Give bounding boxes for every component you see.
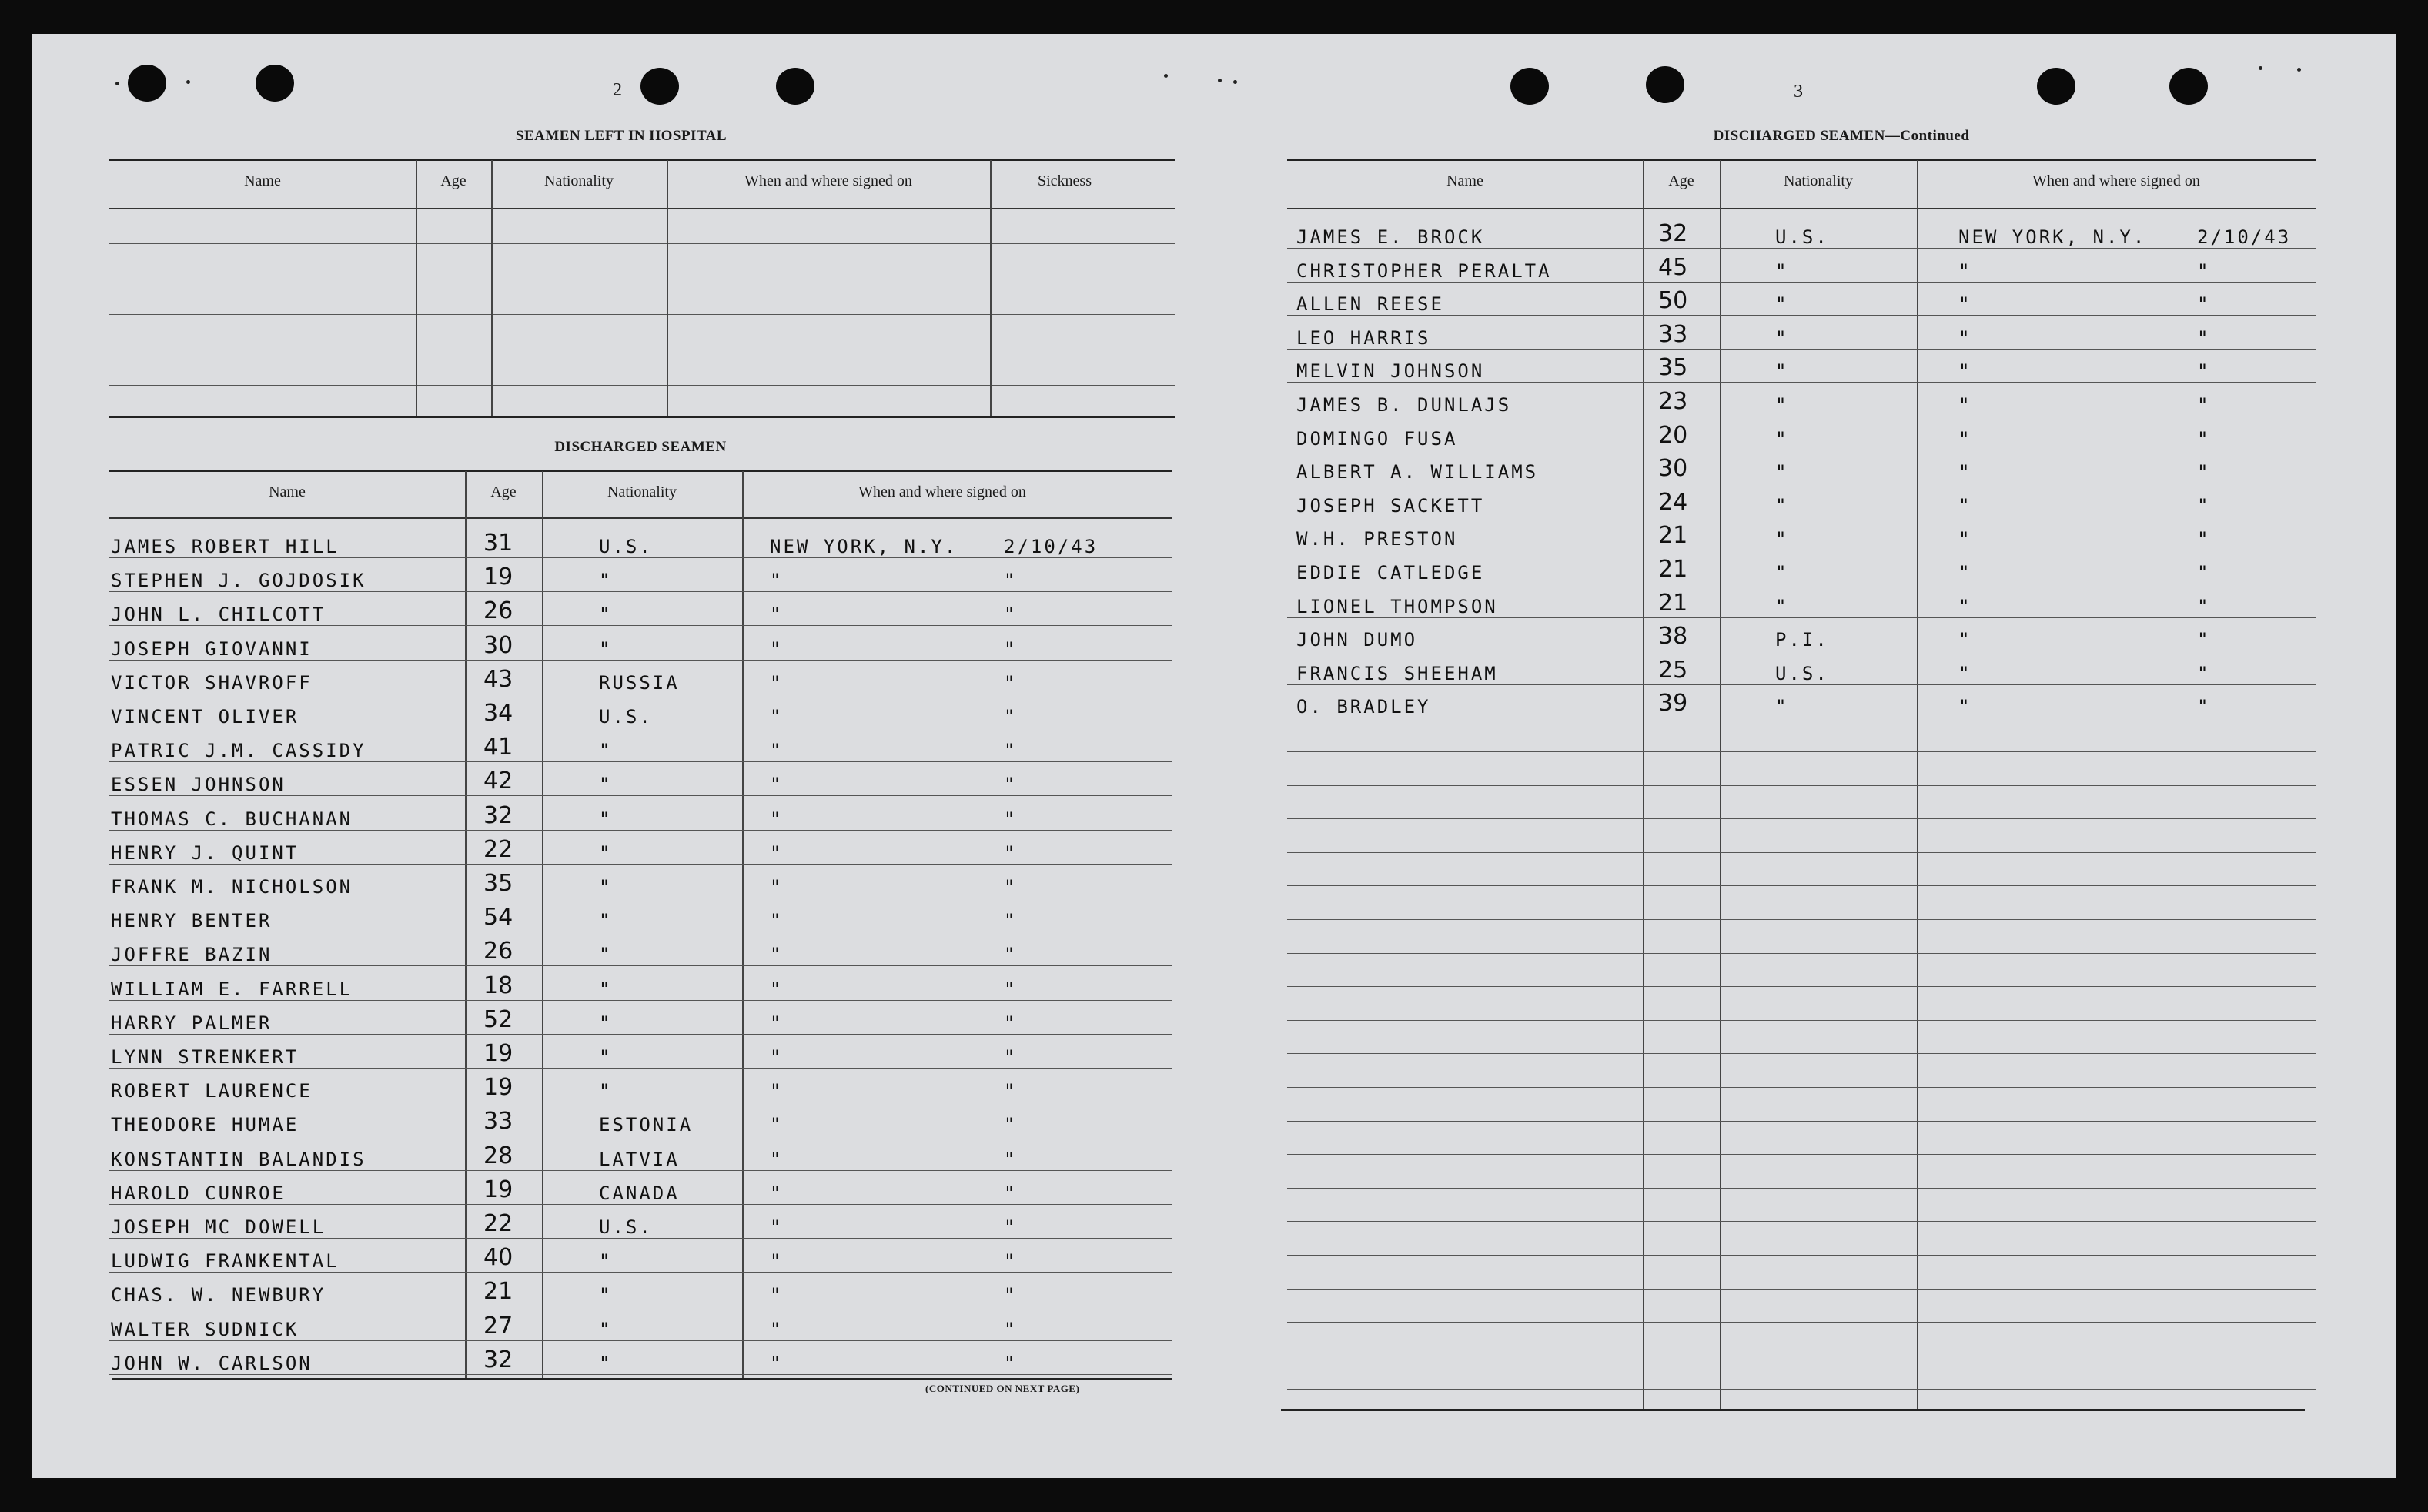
cell-signed-on-date: " (2197, 360, 2211, 383)
row-line (1287, 818, 2316, 819)
cell-signed-on-date: " (2197, 662, 2211, 684)
discharged-top-rule (109, 470, 1172, 472)
cell-nationality: " (599, 637, 613, 660)
cell-signed-on-place: " (770, 841, 784, 864)
cell-nationality: " (599, 1046, 613, 1068)
cell-nationality: " (599, 774, 613, 796)
cell-signed-on-date: " (1004, 1114, 1018, 1136)
cell-nationality: U.S. (599, 706, 653, 728)
row-line (109, 1340, 1172, 1341)
cell-signed-on-date: " (1004, 1012, 1018, 1034)
cell-signed-on-date: " (1004, 671, 1018, 694)
cell-nationality: U.S. (599, 1216, 653, 1238)
cell-signed-on-place: " (770, 910, 784, 932)
cell-signed-on-date: " (1004, 1080, 1018, 1102)
cell-name: DOMINGO FUSA (1296, 427, 1458, 450)
cell-nationality: " (599, 1012, 613, 1034)
cell-signed-on-date: " (1004, 604, 1018, 626)
cell-age: 33 (483, 1108, 513, 1136)
cell-signed-on-place: " (770, 1114, 784, 1136)
cell-name: THOMAS C. BUCHANAN (111, 808, 353, 830)
cell-nationality: U.S. (599, 536, 653, 557)
cell-nationality: RUSSIA (599, 671, 680, 694)
hospital-section-title: SEAMEN LEFT IN HOSPITAL (515, 128, 727, 144)
cell-signed-on-date: " (2197, 562, 2211, 584)
cell-nationality: " (1775, 461, 1789, 483)
cell-signed-on-date: " (1004, 1216, 1018, 1238)
cell-age: 27 (483, 1312, 513, 1340)
cell-age: 32 (483, 1346, 513, 1373)
cell-signed-on-date: " (1004, 1250, 1018, 1273)
row-line (1287, 1053, 2316, 1054)
cell-age: 22 (483, 835, 513, 863)
cell-age: 45 (1658, 253, 1688, 281)
cell-name: JOHN L. CHILCOTT (111, 604, 326, 626)
cell-nationality: " (1775, 259, 1789, 282)
cell-signed-on-date: 2/10/43 (2197, 226, 2292, 248)
discharged-cont-bottom-rule (1281, 1409, 2305, 1411)
cell-age: 38 (1658, 623, 1688, 651)
cell-name: CHRISTOPHER PERALTA (1296, 259, 1552, 282)
cell-age: 26 (483, 597, 513, 625)
cell-signed-on-date: " (2197, 293, 2211, 316)
cell-age: 21 (1658, 522, 1688, 550)
hospital-col-divider (491, 160, 493, 416)
cell-signed-on-place: " (1958, 562, 1972, 584)
cell-signed-on-date: " (2197, 595, 2211, 617)
cell-age: 32 (483, 801, 513, 829)
row-line (1287, 1255, 2316, 1256)
cell-age: 42 (483, 768, 513, 795)
cell-age: 26 (483, 938, 513, 965)
cell-signed-on-date: " (2197, 394, 2211, 416)
cell-nationality: " (599, 1080, 613, 1102)
cell-signed-on-date: " (2197, 461, 2211, 483)
cell-signed-on-place: " (770, 1216, 784, 1238)
cell-name: MELVIN JOHNSON (1296, 360, 1485, 383)
cell-signed-on-place: " (770, 604, 784, 626)
cell-nationality: " (599, 1250, 613, 1273)
speck (1233, 80, 1237, 84)
row-line (1287, 1020, 2316, 1021)
punch-hole (776, 68, 814, 105)
row-line (109, 1374, 1172, 1375)
discharged-col-divider (542, 471, 543, 1380)
cell-signed-on-date: " (1004, 1182, 1018, 1204)
cell-nationality: " (599, 944, 613, 966)
cell-signed-on-place: " (1958, 662, 1972, 684)
cell-age: 21 (1658, 589, 1688, 617)
cell-age: 25 (1658, 656, 1688, 684)
continued-note: (CONTINUED ON NEXT PAGE) (925, 1383, 1080, 1394)
row-line (109, 625, 1172, 626)
row-line (109, 830, 1172, 831)
cell-signed-on-date: " (1004, 740, 1018, 762)
discharged-cont-section-title: DISCHARGED SEAMEN—Continued (1713, 128, 1970, 144)
cell-name: HENRY BENTER (111, 910, 273, 932)
row-line (1287, 919, 2316, 920)
cell-age: 18 (483, 972, 513, 999)
row-line (1287, 1289, 2316, 1290)
hospital-top-rule (109, 159, 1175, 161)
cell-name: WILLIAM E. FARRELL (111, 978, 353, 1000)
row-line (1287, 852, 2316, 853)
cell-signed-on-place: " (770, 637, 784, 660)
cell-signed-on-place: " (770, 1250, 784, 1273)
cell-nationality: P.I. (1775, 629, 1829, 651)
cell-signed-on-place: " (770, 1352, 784, 1374)
discharged-cont-header-name: Name (1446, 172, 1483, 189)
cell-signed-on-place: " (1958, 461, 1972, 483)
hospital-header-sickness: Sickness (1038, 172, 1092, 189)
cell-signed-on-place: " (1958, 326, 1972, 349)
cell-name: FRANCIS SHEEHAM (1296, 662, 1498, 684)
cell-name: KONSTANTIN BALANDIS (111, 1148, 366, 1170)
punch-hole (2037, 68, 2075, 105)
cell-signed-on-place: " (1958, 259, 1972, 282)
cell-age: 31 (483, 530, 513, 557)
cell-age: 43 (483, 665, 513, 693)
cell-age: 20 (1658, 421, 1688, 449)
cell-signed-on-date: " (1004, 570, 1018, 592)
row-line (109, 864, 1172, 865)
cell-signed-on-date: " (2197, 259, 2211, 282)
cell-nationality: " (1775, 427, 1789, 450)
row-line (109, 965, 1172, 966)
cell-age: 40 (483, 1244, 513, 1272)
cell-age: 41 (483, 734, 513, 761)
cell-signed-on-place: " (1958, 360, 1972, 383)
cell-signed-on-date: " (2197, 326, 2211, 349)
cell-signed-on-date: " (1004, 944, 1018, 966)
cell-signed-on-place: " (770, 1284, 784, 1306)
cell-age: 33 (1658, 320, 1688, 348)
cell-age: 28 (483, 1142, 513, 1169)
cell-signed-on-place: " (770, 706, 784, 728)
cell-name: JAMES ROBERT HILL (111, 536, 339, 557)
cell-signed-on-date: " (2197, 494, 2211, 517)
cell-name: LEO HARRIS (1296, 326, 1431, 349)
cell-nationality: " (599, 1352, 613, 1374)
cell-nationality: " (599, 604, 613, 626)
cell-age: 22 (483, 1210, 513, 1237)
discharged-cont-top-rule (1287, 159, 2316, 161)
cell-age: 19 (483, 1176, 513, 1203)
cell-signed-on-date: " (1004, 910, 1018, 932)
page-number-left: 2 (613, 80, 622, 100)
row-line (109, 795, 1172, 796)
cell-name: JOSEPH MC DOWELL (111, 1216, 326, 1238)
cell-nationality: " (599, 1284, 613, 1306)
discharged-bottom-rule (112, 1378, 1172, 1380)
discharged-cont-header-nationality: Nationality (1784, 172, 1853, 189)
row-line (1287, 751, 2316, 752)
cell-signed-on-date: 2/10/43 (1004, 536, 1099, 557)
cell-nationality: CANADA (599, 1182, 680, 1204)
cell-name: LYNN STRENKERT (111, 1046, 299, 1068)
cell-nationality: " (599, 570, 613, 592)
speck (186, 80, 190, 84)
cell-name: LIONEL THOMPSON (1296, 595, 1498, 617)
cell-nationality: U.S. (1775, 226, 1829, 248)
cell-name: CHAS. W. NEWBURY (111, 1284, 326, 1306)
row-line (1287, 1121, 2316, 1122)
cell-signed-on-date: " (1004, 1284, 1018, 1306)
cell-name: HARRY PALMER (111, 1012, 273, 1034)
cell-name: FRANK M. NICHOLSON (111, 876, 353, 898)
cell-signed-on-date: " (2197, 427, 2211, 450)
cell-nationality: LATVIA (599, 1148, 680, 1170)
cell-nationality: U.S. (1775, 662, 1829, 684)
hospital-col-divider (667, 160, 668, 416)
cell-signed-on-date: " (1004, 876, 1018, 898)
cell-signed-on-place: " (1958, 629, 1972, 651)
speck (2297, 68, 2301, 72)
row-line (1287, 1389, 2316, 1390)
cell-nationality: " (1775, 394, 1789, 416)
cell-name: O. BRADLEY (1296, 696, 1431, 718)
row-line (1287, 1188, 2316, 1189)
cell-age: 21 (1658, 556, 1688, 583)
cell-signed-on-place: " (770, 1080, 784, 1102)
cell-signed-on-place: " (1958, 427, 1972, 450)
cell-age: 19 (483, 564, 513, 591)
row-line (109, 591, 1172, 592)
cell-signed-on-place: " (770, 1012, 784, 1034)
hospital-header-rule (109, 208, 1175, 209)
cell-age: 30 (1658, 455, 1688, 483)
row-line (1287, 1221, 2316, 1222)
cell-name: ALLEN REESE (1296, 293, 1444, 316)
hospital-row-line (109, 314, 1175, 315)
cell-age: 54 (483, 904, 513, 932)
row-line (1287, 248, 2316, 249)
cell-age: 35 (483, 870, 513, 897)
speck (115, 82, 119, 85)
discharged-header-name: Name (269, 483, 306, 500)
row-line (109, 1272, 1172, 1273)
cell-nationality: " (599, 910, 613, 932)
cell-name: EDDIE CATLEDGE (1296, 562, 1485, 584)
hospital-row-line (109, 385, 1175, 386)
cell-name: WALTER SUDNICK (111, 1318, 299, 1340)
row-line (1287, 1087, 2316, 1088)
cell-nationality: " (1775, 360, 1789, 383)
punch-hole (1646, 66, 1684, 103)
speck (1218, 79, 1222, 82)
hospital-header-signed-on: When and where signed on (744, 172, 912, 189)
row-line (109, 1238, 1172, 1239)
cell-age: 32 (1658, 220, 1688, 247)
cell-nationality: " (1775, 528, 1789, 550)
hospital-row-line (109, 243, 1175, 244)
cell-nationality: " (599, 978, 613, 1000)
cell-signed-on-place: " (770, 876, 784, 898)
hospital-col-divider (990, 160, 992, 416)
row-line (1287, 953, 2316, 954)
hospital-bottom-rule (109, 416, 1175, 418)
cell-signed-on-place: " (770, 671, 784, 694)
cell-signed-on-date: " (1004, 1318, 1018, 1340)
row-line (1287, 785, 2316, 786)
cell-age: 23 (1658, 388, 1688, 415)
cell-signed-on-place: " (770, 1148, 784, 1170)
row-line (109, 1034, 1172, 1035)
cell-name: ALBERT A. WILLIAMS (1296, 461, 1539, 483)
cell-signed-on-date: " (1004, 1352, 1018, 1374)
cell-name: THEODORE HUMAE (111, 1114, 299, 1136)
cell-age: 30 (483, 631, 513, 659)
hospital-header-nationality: Nationality (544, 172, 614, 189)
cell-name: JAMES B. DUNLAJS (1296, 394, 1512, 416)
row-line (109, 1068, 1172, 1069)
hospital-col-divider (416, 160, 417, 416)
cell-nationality: ESTONIA (599, 1114, 694, 1136)
cell-name: JOSEPH SACKETT (1296, 494, 1485, 517)
cell-name: HAROLD CUNROE (111, 1182, 286, 1204)
cell-name: PATRIC J.M. CASSIDY (111, 740, 366, 762)
cell-signed-on-place: " (1958, 394, 1972, 416)
cell-age: 19 (483, 1074, 513, 1102)
discharged-section-title: DISCHARGED SEAMEN (554, 439, 727, 455)
discharged-header-age: Age (490, 483, 517, 500)
row-line (1287, 349, 2316, 350)
cell-signed-on-date: " (2197, 528, 2211, 550)
cell-name: JOHN DUMO (1296, 629, 1418, 651)
cell-name: W.H. PRESTON (1296, 528, 1458, 550)
page-number-right: 3 (1794, 82, 1803, 102)
cell-signed-on-place: " (770, 774, 784, 796)
row-line (1287, 315, 2316, 316)
cell-signed-on-place: " (1958, 528, 1972, 550)
cell-age: 50 (1658, 287, 1688, 315)
cell-nationality: " (1775, 696, 1789, 718)
discharged-cont-header-rule (1287, 208, 2316, 209)
cell-signed-on-date: " (2197, 629, 2211, 651)
cell-signed-on-place: " (1958, 595, 1972, 617)
cell-name: LUDWIG FRANKENTAL (111, 1250, 339, 1273)
cell-signed-on-place: " (770, 1182, 784, 1204)
cell-name: ESSEN JOHNSON (111, 774, 286, 796)
cell-nationality: " (1775, 562, 1789, 584)
cell-signed-on-date: " (2197, 696, 2211, 718)
punch-hole (640, 68, 679, 105)
cell-signed-on-date: " (1004, 637, 1018, 660)
cell-name: JOHN W. CARLSON (111, 1352, 313, 1374)
cell-signed-on-date: " (1004, 774, 1018, 796)
cell-name: JAMES E. BROCK (1296, 226, 1485, 248)
speck (1164, 74, 1168, 78)
cell-nationality: " (1775, 293, 1789, 316)
punch-hole (128, 65, 166, 102)
punch-hole (256, 65, 294, 102)
cell-signed-on-date: " (1004, 978, 1018, 1000)
cell-signed-on-place: " (770, 740, 784, 762)
hospital-header-name: Name (244, 172, 281, 189)
hospital-header-age: Age (440, 172, 467, 189)
cell-nationality: " (599, 876, 613, 898)
cell-signed-on-place: " (770, 1046, 784, 1068)
cell-signed-on-place: " (770, 808, 784, 830)
cell-nationality: " (1775, 494, 1789, 517)
discharged-header-rule (109, 517, 1172, 519)
row-line (1287, 617, 2316, 618)
discharged-col-divider (465, 471, 467, 1380)
cell-nationality: " (599, 808, 613, 830)
cell-age: 24 (1658, 488, 1688, 516)
cell-signed-on-date: " (1004, 706, 1018, 728)
cell-age: 21 (483, 1278, 513, 1306)
cell-age: 39 (1658, 690, 1688, 718)
row-line (109, 557, 1172, 558)
cell-name: STEPHEN J. GOJDOSIK (111, 570, 366, 592)
cell-nationality: " (599, 841, 613, 864)
cell-nationality: " (599, 740, 613, 762)
punch-hole (1510, 68, 1549, 105)
row-line (109, 660, 1172, 661)
discharged-cont-header-age: Age (1668, 172, 1694, 189)
cell-signed-on-date: " (1004, 1046, 1018, 1068)
row-line (1287, 1154, 2316, 1155)
row-line (1287, 282, 2316, 283)
cell-signed-on-place: NEW YORK, N.Y. (1958, 226, 2147, 248)
cell-signed-on-place: " (770, 978, 784, 1000)
cell-age: 34 (483, 700, 513, 727)
discharged-header-signed-on: When and where signed on (858, 483, 1026, 500)
cell-nationality: " (1775, 326, 1789, 349)
cell-age: 35 (1658, 354, 1688, 382)
cell-signed-on-place: " (770, 1318, 784, 1340)
cell-name: ROBERT LAURENCE (111, 1080, 313, 1102)
cell-signed-on-place: " (1958, 293, 1972, 316)
cell-signed-on-place: " (770, 944, 784, 966)
cell-name: JOSEPH GIOVANNI (111, 637, 313, 660)
cell-age: 52 (483, 1005, 513, 1033)
cell-nationality: " (599, 1318, 613, 1340)
cell-nationality: " (1775, 595, 1789, 617)
cell-signed-on-place: " (770, 570, 784, 592)
row-line (109, 1204, 1172, 1205)
cell-age: 19 (483, 1040, 513, 1067)
row-line (1287, 1322, 2316, 1323)
row-line (109, 1000, 1172, 1001)
cell-name: JOFFRE BAZIN (111, 944, 273, 966)
discharged-header-nationality: Nationality (607, 483, 677, 500)
discharged-col-divider (742, 471, 744, 1380)
discharged-cont-header-signed-on: When and where signed on (2032, 172, 2200, 189)
row-line (1287, 885, 2316, 886)
cell-name: HENRY J. QUINT (111, 841, 299, 864)
row-line (1287, 684, 2316, 685)
cell-signed-on-date: " (1004, 841, 1018, 864)
document-sheet (32, 34, 2396, 1478)
row-line (109, 1170, 1172, 1171)
cell-name: VINCENT OLIVER (111, 706, 299, 728)
row-line (1287, 382, 2316, 383)
speck (2259, 66, 2262, 70)
row-line (109, 761, 1172, 762)
cell-signed-on-place: NEW YORK, N.Y. (770, 536, 958, 557)
cell-signed-on-date: " (1004, 808, 1018, 830)
cell-signed-on-place: " (1958, 494, 1972, 517)
punch-hole (2169, 68, 2208, 105)
row-line (1287, 986, 2316, 987)
cell-signed-on-date: " (1004, 1148, 1018, 1170)
cell-name: VICTOR SHAVROFF (111, 671, 313, 694)
cell-signed-on-place: " (1958, 696, 1972, 718)
